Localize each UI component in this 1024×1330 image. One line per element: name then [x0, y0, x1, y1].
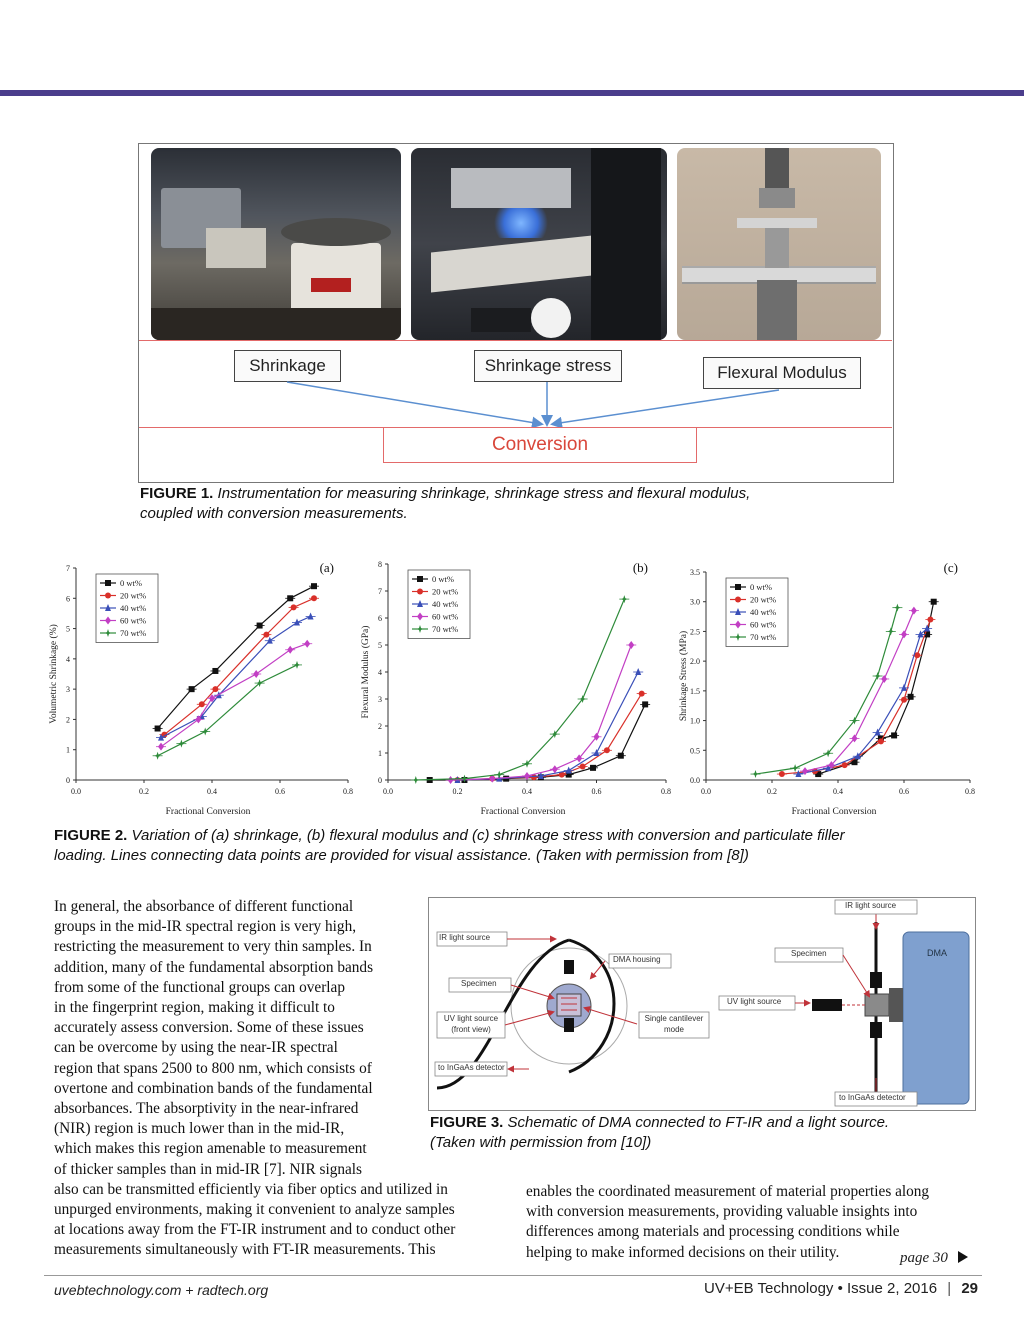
- data-point: [178, 740, 184, 748]
- body-line: absorbances. The absorptivity in the near-infrared: [54, 1100, 359, 1118]
- data-point: [257, 679, 263, 687]
- body-line: in the fingerprint region, making it difficult to: [54, 999, 335, 1017]
- body-line: groups in the mid-IR spectral region is very high,: [54, 918, 357, 936]
- label-flexural-modulus: Flexural Modulus: [703, 357, 861, 389]
- series-line: [818, 602, 934, 774]
- data-point: [291, 604, 297, 610]
- series-line: [458, 694, 642, 780]
- label-uv-front-1: UV light source: [443, 1014, 499, 1023]
- data-point: [417, 576, 423, 582]
- data-point: [621, 595, 627, 603]
- header-rule: [0, 90, 1024, 96]
- footer-publication: UV+EB Technology • Issue 2, 2016: [704, 1280, 938, 1297]
- label-dma: DMA: [927, 948, 947, 958]
- figure-2-caption-text-2: loading. Lines connecting data points are provided for visual assistance. (Taken with permission from [8]): [54, 847, 749, 864]
- y-tick-label: 6: [378, 614, 382, 623]
- x-tick-label: 0.8: [965, 787, 975, 796]
- data-point: [911, 607, 917, 615]
- data-point: [257, 623, 263, 629]
- body-line: region that spans 2500 to 800 nm, which consists of: [54, 1059, 372, 1077]
- figure-1-label: FIGURE 1.: [140, 485, 214, 502]
- data-point: [417, 589, 423, 595]
- y-tick-label: 1.0: [690, 716, 700, 726]
- footer-rule: [44, 1275, 982, 1276]
- data-point: [263, 632, 269, 638]
- y-tick-label: 3: [66, 685, 70, 695]
- data-point: [287, 595, 293, 601]
- x-tick-label: 0.2: [767, 787, 777, 796]
- data-point: [888, 627, 894, 635]
- x-axis-label: Fractional Conversion: [791, 807, 877, 817]
- data-point: [901, 684, 907, 691]
- continued-label[interactable]: page 30: [900, 1250, 948, 1266]
- legend-label: 40 wt%: [750, 607, 777, 617]
- label-ir-light-left: IR light source: [439, 933, 491, 942]
- y-axis-label: Volumetric Shrinkage (%): [49, 624, 59, 724]
- x-tick-label: 0.4: [207, 787, 217, 796]
- x-tick-label: 0.6: [591, 787, 602, 796]
- legend-label: 40 wt%: [432, 599, 459, 609]
- data-point: [189, 686, 195, 692]
- y-tick-label: 3: [378, 695, 382, 704]
- footer-websites: uvebtechnology.com + radtech.org: [54, 1282, 269, 1298]
- data-point: [735, 597, 741, 603]
- data-point: [448, 776, 454, 784]
- y-tick-label: 0: [66, 776, 70, 785]
- x-tick-label: 0.8: [343, 787, 353, 796]
- label-specimen-left: Specimen: [461, 979, 497, 988]
- data-point: [413, 776, 419, 784]
- label-single-cantilever: [641, 1013, 707, 1035]
- body-line: differences among materials and processing conditions while: [526, 1223, 900, 1241]
- legend-label: 60 wt%: [120, 615, 147, 626]
- series-line: [458, 672, 639, 780]
- legend-label: 70 wt%: [750, 632, 777, 642]
- data-point: [931, 599, 937, 605]
- series-line: [805, 611, 914, 771]
- data-point: [524, 772, 530, 780]
- y-tick-label: 2.0: [690, 657, 700, 667]
- body-line: at locations away from the FT-IR instrument and to conduct other: [54, 1221, 456, 1239]
- data-point: [618, 753, 624, 759]
- data-point: [267, 637, 273, 644]
- y-tick-label: 3.5: [690, 568, 700, 577]
- y-tick-label: 1.5: [690, 686, 700, 696]
- figure-2-caption-text: Variation of (a) shrinkage, (b) flexural modulus and (c) shrinkage stress with conversion and particulate filler: [131, 827, 845, 844]
- y-tick-label: 0.5: [690, 746, 700, 756]
- figure-1-caption-text-2: coupled with conversion measurements.: [140, 505, 408, 522]
- body-line: also can be transmitted efficiently via fiber optics and utilized in: [54, 1180, 448, 1198]
- y-tick-label: 2: [66, 715, 70, 725]
- data-point: [105, 580, 111, 586]
- label-uv-right: UV light source: [727, 997, 782, 1006]
- data-point: [212, 668, 218, 674]
- legend-label: 60 wt%: [750, 619, 777, 630]
- data-point: [158, 743, 164, 751]
- figure-1: [138, 143, 894, 483]
- data-point: [253, 670, 259, 678]
- body-line: In general, the absorbance of different functional: [54, 898, 354, 915]
- data-point: [792, 764, 798, 772]
- body-line: overtone and combination bands of the fundamental: [54, 1079, 373, 1097]
- x-tick-label: 0.4: [833, 787, 843, 796]
- label-specimen-right: Specimen: [791, 949, 827, 958]
- body-text-left: [54, 897, 455, 1261]
- legend-label: 20 wt%: [120, 590, 147, 601]
- figure-3-label: FIGURE 3.: [430, 1114, 504, 1131]
- data-point: [202, 728, 208, 736]
- label-uv-front-2: (front view): [451, 1025, 491, 1034]
- y-axis-label: Shrinkage Stress (MPa): [679, 630, 689, 722]
- data-point: [604, 747, 610, 753]
- panel-label: (b): [632, 560, 648, 575]
- data-point: [894, 604, 900, 612]
- y-tick-label: 5: [66, 624, 70, 634]
- data-point: [735, 584, 741, 590]
- data-point: [199, 701, 205, 707]
- body-line: enables the coordinated measurement of material properties along: [526, 1183, 930, 1200]
- data-point: [901, 630, 907, 638]
- chart-a: [46, 556, 358, 826]
- y-tick-label: 7: [66, 564, 70, 573]
- figure-1-caption-text: Instrumentation for measuring shrinkage, shrinkage stress and flexural modulus,: [217, 485, 751, 502]
- label-ingaas-left: to InGaAs detector: [438, 1063, 505, 1072]
- legend-label: 0 wt%: [432, 574, 454, 584]
- x-tick-label: 0.8: [661, 787, 671, 796]
- data-point: [212, 686, 218, 692]
- legend-label: 70 wt%: [120, 628, 147, 638]
- data-point: [566, 767, 572, 774]
- series-line: [161, 644, 307, 747]
- x-tick-label: 0.6: [899, 787, 909, 796]
- data-point: [311, 595, 317, 601]
- data-point: [294, 661, 300, 669]
- figure-1-caption: [140, 484, 860, 524]
- body-line: (NIR) region is much lower than in the mid-IR,: [54, 1120, 345, 1138]
- data-point: [304, 640, 310, 648]
- page-number: 29: [961, 1280, 978, 1297]
- x-tick-label: 0.0: [701, 787, 711, 796]
- y-tick-label: 7: [378, 587, 382, 596]
- data-point: [642, 701, 648, 707]
- y-tick-label: 5: [378, 641, 382, 650]
- label-conversion: Conversion: [383, 427, 697, 463]
- panel-label: (c): [943, 560, 958, 575]
- data-point: [311, 583, 317, 589]
- data-point: [878, 738, 884, 744]
- label-ingaas-right: to InGaAs detector: [839, 1093, 906, 1102]
- body-line: can be overcome by using the near-IR spectral: [54, 1039, 338, 1057]
- legend-label: 20 wt%: [432, 586, 459, 597]
- panel-label: (a): [319, 560, 334, 575]
- data-point: [842, 762, 848, 768]
- series-line: [158, 665, 297, 756]
- label-single-cantilever-2: mode: [663, 1025, 684, 1034]
- legend-label: 20 wt%: [750, 594, 777, 605]
- continued-link[interactable]: [900, 1250, 968, 1267]
- body-line: restricting the measurement to very thin samples. In: [54, 938, 372, 956]
- y-tick-label: 3.0: [690, 597, 700, 607]
- x-tick-label: 0.2: [139, 787, 149, 796]
- legend-label: 40 wt%: [120, 603, 147, 613]
- play-arrow-icon: [958, 1251, 968, 1263]
- x-tick-label: 0.4: [522, 787, 532, 796]
- series-line: [430, 704, 645, 780]
- body-line: helping to make informed decisions on their utility.: [526, 1243, 840, 1261]
- data-point: [639, 691, 645, 697]
- figure-3: [428, 897, 976, 1111]
- y-tick-label: 0.0: [690, 776, 700, 785]
- data-point: [927, 617, 933, 623]
- data-point: [552, 765, 558, 773]
- data-point: [308, 612, 314, 619]
- data-point: [580, 764, 586, 770]
- chart-c: [672, 556, 982, 826]
- data-point: [908, 694, 914, 700]
- y-tick-label: 4: [378, 668, 382, 677]
- dma-schematic: [429, 898, 975, 1110]
- x-tick-label: 0.0: [383, 787, 393, 796]
- body-line: unpurged environments, making it convenient to analyze samples: [54, 1201, 455, 1219]
- data-point: [753, 770, 759, 778]
- body-line: measurements simultaneously with FT-IR measurements. This: [54, 1241, 436, 1259]
- figure-2-label: FIGURE 2.: [54, 827, 128, 844]
- legend-label: 60 wt%: [432, 611, 459, 622]
- data-point: [628, 641, 634, 649]
- figure-3-caption-text: Schematic of DMA connected to FT-IR and a light source.: [507, 1114, 890, 1131]
- label-shrinkage: Shrinkage: [234, 350, 341, 382]
- label-shrinkage-stress: Shrinkage stress: [474, 350, 622, 382]
- body-line: accurately assess conversion. Some of these issues: [54, 1019, 364, 1037]
- y-tick-label: 4: [66, 654, 70, 664]
- y-tick-label: 0: [378, 776, 382, 785]
- data-point: [891, 732, 897, 738]
- data-point: [590, 765, 596, 771]
- legend-label: 70 wt%: [432, 624, 459, 634]
- x-axis-label: Fractional Conversion: [165, 807, 251, 817]
- body-line: addition, many of the fundamental absorption bands: [54, 958, 374, 976]
- y-tick-label: 6: [66, 594, 70, 604]
- body-line: which makes this region amenable to measurement: [54, 1140, 367, 1158]
- figure-3-caption: [430, 1113, 990, 1153]
- x-tick-label: 0.2: [452, 787, 463, 796]
- y-tick-label: 8: [378, 560, 382, 569]
- label-ir-light-right: IR light source: [845, 901, 897, 910]
- data-point: [779, 771, 785, 777]
- data-point: [105, 593, 111, 599]
- figure-3-caption-text-2: (Taken with permission from [10]): [430, 1134, 652, 1151]
- data-point: [918, 630, 924, 637]
- legend-label: 0 wt%: [120, 578, 142, 588]
- label-dma-housing: DMA housing: [613, 955, 661, 964]
- y-tick-label: 2: [378, 722, 382, 731]
- body-line: from some of the functional groups can overlap: [54, 978, 345, 996]
- figure-2-caption: [54, 826, 984, 866]
- y-axis-label: Flexural Modulus (GPa): [361, 625, 371, 719]
- data-point: [155, 726, 161, 732]
- y-tick-label: 1: [66, 745, 70, 755]
- body-line: with conversion measurements, providing valuable insights into: [526, 1203, 918, 1221]
- x-tick-label: 0.6: [275, 787, 285, 796]
- data-point: [287, 646, 293, 654]
- series-line: [451, 645, 632, 780]
- series-line: [798, 628, 927, 774]
- y-tick-label: 1: [378, 749, 382, 758]
- y-tick-label: 2.5: [690, 627, 700, 637]
- body-line: of thicker samples than in mid-IR [7]. NIR signals: [54, 1160, 363, 1178]
- data-point: [635, 668, 641, 675]
- footer-issue: [704, 1280, 978, 1297]
- legend-label: 0 wt%: [750, 582, 772, 592]
- body-text-right: [526, 1182, 929, 1263]
- series-line: [164, 598, 314, 734]
- chart-b: [356, 556, 672, 826]
- x-tick-label: 0.0: [71, 787, 81, 796]
- footer-separator: |: [947, 1280, 952, 1297]
- x-axis-label: Fractional Conversion: [480, 807, 566, 817]
- data-point: [155, 752, 161, 760]
- label-single-cantilever-1: Single cantilever: [644, 1014, 704, 1023]
- data-point: [901, 697, 907, 703]
